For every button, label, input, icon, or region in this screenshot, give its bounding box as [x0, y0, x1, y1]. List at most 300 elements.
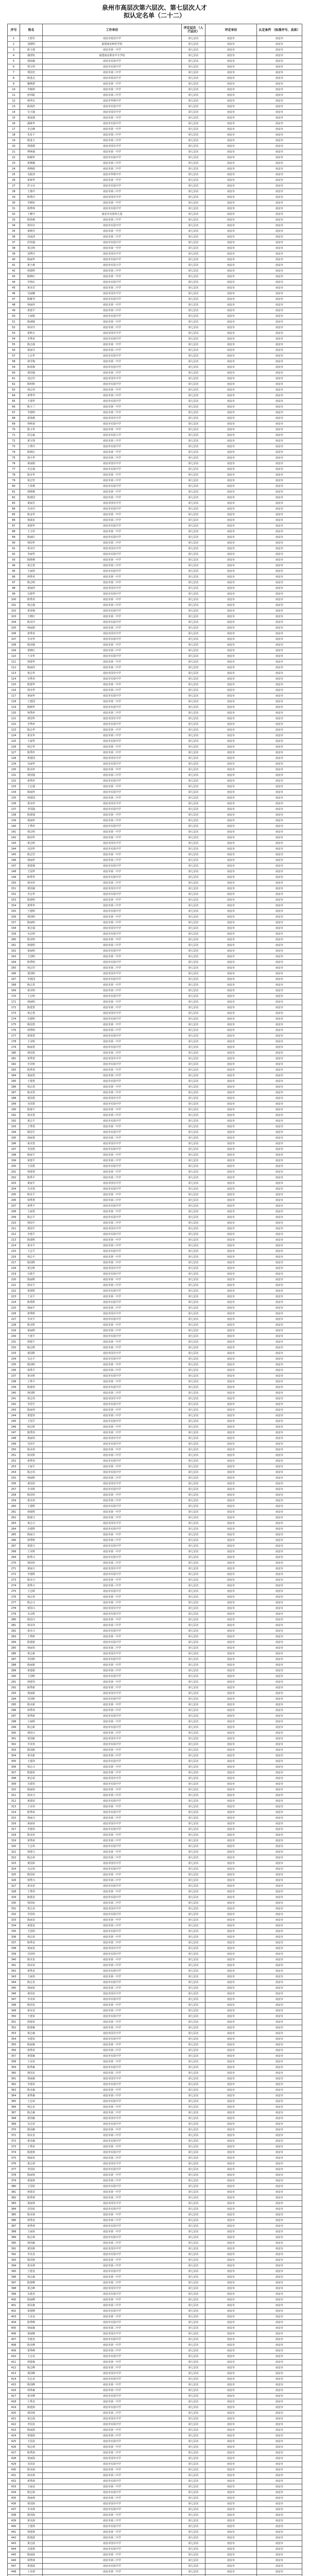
cell-name: 陈美龙 [20, 1957, 43, 1963]
cell-work-unit: 南安市第一中学 [43, 2314, 182, 2320]
cell-seq: 52 [8, 325, 20, 331]
table-row [8, 1657, 302, 1663]
cell-rating-unit: 南安市 [205, 285, 257, 291]
cell-rating-unit: 南安市 [205, 2564, 257, 2569]
cell-name: 林建华 [20, 659, 43, 665]
cell-name: 陈建勇 [20, 1005, 43, 1011]
cell-rating-unit: 南安市 [205, 444, 257, 450]
cell-level: 第七层次 [182, 2433, 205, 2439]
cell-level: 第七层次 [182, 1782, 205, 1787]
cell-condition: 南安市 [257, 750, 302, 756]
cell-seq: 203 [8, 1181, 20, 1187]
cell-seq: 288 [8, 1663, 20, 1668]
cell-condition: 南安市 [257, 1923, 302, 1929]
cell-name: 陈志坚 [20, 852, 43, 858]
cell-work-unit: 南安市国专中学 [43, 1906, 182, 1912]
cell-level: 第七层次 [182, 523, 205, 529]
cell-rating-unit: 南安市 [205, 580, 257, 586]
table-row [8, 1544, 302, 1549]
table-row [8, 501, 302, 506]
table-row [8, 331, 302, 336]
cell-name: 林少华 [20, 455, 43, 461]
cell-condition: 南安市 [257, 1804, 302, 1810]
cell-level: 第七层次 [182, 1838, 205, 1844]
cell-seq: 35 [8, 229, 20, 234]
cell-name: 黄美荣 [20, 1884, 43, 1889]
cell-condition: 南安市 [257, 2331, 302, 2337]
cell-seq: 276 [8, 1595, 20, 1600]
table-row [8, 1476, 302, 1481]
cell-name: 林美兴 [20, 1793, 43, 1799]
cell-condition: 南安市 [257, 1895, 302, 1901]
cell-seq: 74 [8, 450, 20, 455]
cell-level: 第七层次 [182, 1391, 205, 1396]
cell-condition: 南安市 [257, 484, 302, 489]
cell-seq: 294 [8, 1697, 20, 1702]
cell-work-unit: 南安市实验中学 [43, 931, 182, 937]
cell-name: 黄国峰 [20, 2371, 43, 2377]
cell-condition: 南安市 [257, 2286, 302, 2292]
cell-rating-unit: 南安市 [205, 1090, 257, 1096]
cell-name: 陈秀明 [20, 960, 43, 965]
cell-rating-unit: 南安市 [205, 1419, 257, 1425]
table-row [8, 1674, 302, 1680]
cell-condition: 南安市 [257, 1283, 302, 1289]
cell-seq: 28 [8, 189, 20, 195]
cell-work-unit: 南安市第二中学 [43, 1050, 182, 1056]
cell-seq: 392 [8, 2252, 20, 2258]
cell-rating-unit: 南安市 [205, 886, 257, 892]
table-row [8, 1606, 302, 1612]
cell-work-unit: 南安市第三中学 [43, 2133, 182, 2139]
cell-condition: 南安市 [257, 2071, 302, 2076]
cell-rating-unit: 南安市 [205, 365, 257, 370]
cell-work-unit: 南安市第一中学 [43, 1067, 182, 1073]
cell-work-unit: 南安市第一中学 [43, 2229, 182, 2235]
cell-seq: 32 [8, 212, 20, 217]
cell-name: 黄志海 [20, 2416, 43, 2422]
cell-name: 陈志辉 [20, 1345, 43, 1351]
cell-level: 第七层次 [182, 2241, 205, 2246]
cell-rating-unit: 南安市 [205, 1759, 257, 1765]
cell-level: 第七层次 [182, 1022, 205, 1028]
table-row [8, 1062, 302, 1067]
table-row [8, 1742, 302, 1748]
table-row [8, 954, 302, 960]
cell-seq: 182 [8, 1062, 20, 1067]
table-row [8, 1181, 302, 1187]
table-row [8, 2558, 302, 2564]
cell-rating-unit: 南安市 [205, 637, 257, 642]
cell-name: 洪伟强 [20, 240, 43, 246]
cell-rating-unit: 南安市 [205, 2433, 257, 2439]
cell-work-unit: 南安市实验中学 [43, 1555, 182, 1561]
cell-name: 苏丽清 [20, 234, 43, 240]
cell-level: 第七层次 [182, 2195, 205, 2201]
table-row [8, 2184, 302, 2190]
cell-work-unit: 南安市第一中学 [43, 1617, 182, 1623]
table-row [8, 1266, 302, 1272]
cell-level: 第七层次 [182, 285, 205, 291]
table-row [8, 1997, 302, 2003]
cell-condition: 南安市 [257, 1328, 302, 1334]
table-row [8, 523, 302, 529]
cell-seq: 77 [8, 467, 20, 472]
cell-level: 第七层次 [182, 399, 205, 404]
cell-name: 戴燕群 [20, 81, 43, 87]
cell-seq: 66 [8, 404, 20, 410]
cell-rating-unit: 南安市 [205, 710, 257, 716]
cell-level: 第七层次 [182, 648, 205, 654]
cell-condition: 南安市 [257, 2173, 302, 2178]
cell-name: 王美辉 [20, 1549, 43, 1555]
cell-name: 林佳仪 [20, 223, 43, 229]
cell-work-unit: 南安市第二中学 [43, 2496, 182, 2501]
cell-level: 第七层次 [182, 1742, 205, 1748]
cell-seq: 68 [8, 416, 20, 421]
cell-level: 第七层次 [182, 359, 205, 365]
cell-condition: 南安市 [257, 1736, 302, 1742]
cell-condition: 南安市 [257, 1187, 302, 1192]
cell-work-unit: 南安市第一中学 [43, 450, 182, 455]
cell-condition: 南安市 [257, 914, 302, 920]
table-row [8, 727, 302, 733]
cell-level: 第七层次 [182, 909, 205, 914]
cell-rating-unit: 南安市 [205, 1833, 257, 1838]
cell-name: 林志强 [20, 603, 43, 608]
cell-condition: 南安市 [257, 410, 302, 416]
cell-condition: 南安市 [257, 1901, 302, 1906]
cell-work-unit: 南安市实验中学 [43, 2269, 182, 2275]
cell-condition: 南安市 [257, 614, 302, 620]
cell-work-unit: 南安市实验中学 [43, 807, 182, 812]
table-row [8, 784, 302, 790]
cell-seq: 443 [8, 2541, 20, 2547]
cell-work-unit: 南安市实验中学 [43, 569, 182, 574]
table-row [8, 863, 302, 869]
table-row [8, 693, 302, 699]
cell-work-unit: 南安市第二中学 [43, 2156, 182, 2161]
cell-name: 李国伟 [20, 1912, 43, 1918]
cell-work-unit: 南安市实验中学 [43, 314, 182, 319]
cell-level: 第七层次 [182, 87, 205, 93]
cell-seq: 93 [8, 557, 20, 563]
cell-condition: 南安市 [257, 1765, 302, 1770]
table-row [8, 1929, 302, 1935]
cell-seq: 112 [8, 665, 20, 671]
cell-rating-unit: 南安市 [205, 1742, 257, 1748]
cell-work-unit: 南安市实验中学 [43, 1079, 182, 1084]
cell-name: 黄丽勇 [20, 1073, 43, 1079]
cell-condition: 南安市 [257, 2360, 302, 2365]
table-row [8, 138, 302, 144]
cell-rating-unit: 南安市 [205, 2020, 257, 2025]
cell-condition: 南安市 [257, 1770, 302, 1776]
cell-seq: 411 [8, 2360, 20, 2365]
cell-work-unit: 南安市第三中学 [43, 1368, 182, 1374]
cell-level: 第七层次 [182, 1107, 205, 1113]
cell-rating-unit: 南安市 [205, 2292, 257, 2297]
cell-condition: 南安市 [257, 546, 302, 552]
cell-rating-unit: 南安市 [205, 1674, 257, 1680]
cell-name: 陈丽林 [20, 2173, 43, 2178]
table-row [8, 1391, 302, 1396]
cell-condition: 南安市 [257, 1799, 302, 1804]
cell-rating-unit: 南安市 [205, 1957, 257, 1963]
cell-level: 第七层次 [182, 1816, 205, 1821]
cell-rating-unit: 南安市 [205, 1804, 257, 1810]
cell-rating-unit: 南安市 [205, 2484, 257, 2490]
cell-seq: 164 [8, 960, 20, 965]
cell-level: 第七层次 [182, 914, 205, 920]
cell-level: 第七层次 [182, 1283, 205, 1289]
cell-name: 吴国平 [20, 1442, 43, 1447]
cell-seq: 76 [8, 461, 20, 467]
cell-seq: 243 [8, 1408, 20, 1413]
cell-level: 第七层次 [182, 886, 205, 892]
cell-rating-unit: 南安市 [205, 234, 257, 240]
cell-seq: 257 [8, 1487, 20, 1493]
cell-seq: 236 [8, 1368, 20, 1374]
cell-seq: 224 [8, 1300, 20, 1306]
cell-seq: 46 [8, 291, 20, 297]
cell-seq: 427 [8, 2450, 20, 2456]
table-row [8, 2190, 302, 2195]
cell-level: 第七层次 [182, 1940, 205, 1946]
cell-name: 陈建兴 [20, 1515, 43, 1521]
table-row [8, 336, 302, 342]
cell-work-unit: 南安市第二中学 [43, 795, 182, 801]
table-row [8, 1532, 302, 1538]
cell-rating-unit: 南安市 [205, 2388, 257, 2394]
table-row [8, 1170, 302, 1175]
cell-name: 黄国华 [20, 716, 43, 722]
cell-seq: 85 [8, 512, 20, 518]
cell-condition: 南安市 [257, 2382, 302, 2388]
cell-rating-unit: 南安市 [205, 2212, 257, 2218]
cell-level: 第七层次 [182, 937, 205, 943]
table-row [8, 2343, 302, 2348]
cell-seq: 376 [8, 2161, 20, 2167]
cell-seq: 282 [8, 1629, 20, 1634]
cell-rating-unit: 南安市 [205, 2241, 257, 2246]
cell-level: 第七层次 [182, 1986, 205, 1991]
cell-name: 吴建荣 [20, 2037, 43, 2042]
table-row [8, 178, 302, 183]
cell-seq: 438 [8, 2513, 20, 2518]
cell-condition: 南安市 [257, 1209, 302, 1215]
cell-seq: 353 [8, 2031, 20, 2037]
cell-condition: 南安市 [257, 1345, 302, 1351]
cell-rating-unit: 南安市 [205, 642, 257, 648]
cell-seq: 381 [8, 2190, 20, 2195]
cell-level: 第七层次 [182, 2116, 205, 2122]
cell-work-unit: 南安市第一中学 [43, 614, 182, 620]
table-row [8, 999, 302, 1005]
cell-name: 黄建荣 [20, 1799, 43, 1804]
table-row [8, 790, 302, 795]
cell-level: 第七层次 [182, 699, 205, 705]
cell-condition: 南安市 [257, 1402, 302, 1408]
table-row [8, 1833, 302, 1838]
cell-rating-unit: 南安市 [205, 274, 257, 280]
cell-condition: 南安市 [257, 1957, 302, 1963]
cell-name: 吴玉瑜 [20, 110, 43, 115]
cell-level: 第七层次 [182, 1566, 205, 1572]
cell-condition: 南安市 [257, 886, 302, 892]
table-row [8, 489, 302, 495]
cell-seq: 163 [8, 954, 20, 960]
cell-level: 第七层次 [182, 1833, 205, 1838]
cell-seq: 306 [8, 1765, 20, 1770]
cell-rating-unit: 南安市 [205, 965, 257, 971]
cell-rating-unit: 南安市 [205, 2008, 257, 2014]
cell-rating-unit: 南安市 [205, 2014, 257, 2020]
cell-level: 第七层次 [182, 1453, 205, 1459]
cell-work-unit: 南安市第二中学 [43, 1770, 182, 1776]
cell-work-unit: 南安市第一中学 [43, 2467, 182, 2473]
cell-level: 第七层次 [182, 778, 205, 784]
cell-work-unit: 南安市国专中学 [43, 1096, 182, 1101]
cell-condition: 南安市 [257, 331, 302, 336]
cell-rating-unit: 南安市 [205, 914, 257, 920]
cell-seq: 349 [8, 2008, 20, 2014]
cell-name: 林丽林 [20, 2496, 43, 2501]
cell-rating-unit: 南安市 [205, 1141, 257, 1147]
cell-seq: 250 [8, 1447, 20, 1453]
cell-condition: 南安市 [257, 1935, 302, 1940]
table-row [8, 2348, 302, 2354]
cell-condition: 南安市 [257, 81, 302, 87]
cell-name: 林秀荣 [20, 2048, 43, 2054]
cell-name: 黄国新 [20, 1736, 43, 1742]
cell-level: 第七层次 [182, 229, 205, 234]
cell-condition: 南安市 [257, 2371, 302, 2377]
cell-rating-unit: 南安市 [205, 1011, 257, 1016]
table-row [8, 1130, 302, 1136]
cell-name: 陈国森 [20, 2127, 43, 2133]
cell-level: 第七层次 [182, 2269, 205, 2275]
cell-work-unit: 南安市第一中学 [43, 472, 182, 478]
cell-seq: 120 [8, 710, 20, 716]
cell-work-unit: 南安市国专中学 [43, 2371, 182, 2377]
cell-rating-unit: 南安市 [205, 1629, 257, 1634]
cell-condition: 南安市 [257, 2224, 302, 2229]
cell-level: 第七层次 [182, 1634, 205, 1640]
cell-work-unit: 南安市实验中学 [43, 2037, 182, 2042]
cell-level: 第七层次 [182, 2110, 205, 2116]
cell-name: 王美伟 [20, 1804, 43, 1810]
cell-name: 陈建森 [20, 2025, 43, 2031]
cell-rating-unit: 南安市 [205, 2382, 257, 2388]
cell-name: 陈志伟 [20, 1470, 43, 1476]
cell-name: 黄秀森 [20, 2093, 43, 2099]
cell-condition: 南安市 [257, 47, 302, 53]
cell-level: 第七层次 [182, 98, 205, 104]
cell-name: 黄国荣 [20, 1861, 43, 1867]
cell-rating-unit: 南安市 [205, 1249, 257, 1255]
cell-name: 黄丽海 [20, 2456, 43, 2462]
cell-seq: 201 [8, 1170, 20, 1175]
cell-condition: 南安市 [257, 1589, 302, 1595]
cell-seq: 212 [8, 1232, 20, 1238]
table-row [8, 1583, 302, 1589]
cell-seq: 215 [8, 1249, 20, 1255]
cell-seq: 192 [8, 1118, 20, 1124]
table-row [8, 580, 302, 586]
cell-condition: 南安市 [257, 2127, 302, 2133]
cell-level: 第七层次 [182, 1232, 205, 1238]
cell-level: 第七层次 [182, 954, 205, 960]
cell-condition: 南安市 [257, 535, 302, 540]
table-row [8, 1260, 302, 1266]
cell-name: 黄建新 [20, 1668, 43, 1674]
cell-seq: 75 [8, 455, 20, 461]
cell-seq: 448 [8, 2569, 20, 2575]
cell-condition: 南安市 [257, 835, 302, 841]
cell-seq: 275 [8, 1589, 20, 1595]
cell-work-unit: 南安市第三中学 [43, 348, 182, 353]
cell-rating-unit: 南安市 [205, 484, 257, 489]
cell-rating-unit: 南安市 [205, 47, 257, 53]
cell-name: 黄国海 [20, 2501, 43, 2507]
cell-seq: 326 [8, 1878, 20, 1884]
cell-name: 李国龙 [20, 2422, 43, 2428]
cell-seq: 202 [8, 1175, 20, 1181]
cell-level: 第七层次 [182, 2473, 205, 2479]
cell-condition: 南安市 [257, 597, 302, 603]
cell-name: 黄建龙 [20, 1923, 43, 1929]
cell-seq: 397 [8, 2280, 20, 2286]
cell-rating-unit: 南安市 [205, 2473, 257, 2479]
cell-seq: 132 [8, 778, 20, 784]
cell-rating-unit: 南安市 [205, 1198, 257, 1204]
cell-rating-unit: 南安市 [205, 948, 257, 954]
cell-name: 陈美伟 [20, 1447, 43, 1453]
cell-level: 第七层次 [182, 2496, 205, 2501]
cell-name: 黄美玲 [20, 546, 43, 552]
cell-level: 第七层次 [182, 1113, 205, 1118]
cell-condition: 南安市 [257, 212, 302, 217]
cell-level: 第七层次 [182, 2246, 205, 2252]
table-row [8, 280, 302, 285]
table-row [8, 1379, 302, 1385]
cell-rating-unit: 南安市 [205, 2501, 257, 2507]
cell-name: 李美明 [20, 1062, 43, 1067]
table-row [8, 2241, 302, 2246]
cell-condition: 南安市 [257, 1527, 302, 1532]
cell-rating-unit: 南安市 [205, 2071, 257, 2076]
cell-seq: 332 [8, 1912, 20, 1918]
cell-level: 第七层次 [182, 1130, 205, 1136]
cell-rating-unit: 南安市 [205, 1521, 257, 1527]
table-row [8, 1759, 302, 1765]
cell-level: 第七层次 [182, 506, 205, 512]
cell-name: 吴国辉 [20, 1697, 43, 1702]
cell-rating-unit: 南安市 [205, 1793, 257, 1799]
cell-condition: 南安市 [257, 2467, 302, 2473]
cell-level: 第七层次 [182, 1827, 205, 1833]
cell-condition: 南安市 [257, 1963, 302, 1969]
cell-seq: 389 [8, 2235, 20, 2241]
cell-rating-unit: 南安市 [205, 1413, 257, 1419]
cell-work-unit: 南安市实验中学 [43, 960, 182, 965]
cell-condition: 南安市 [257, 2088, 302, 2093]
cell-seq: 184 [8, 1073, 20, 1079]
cell-seq: 292 [8, 1685, 20, 1691]
cell-name: 郑国光 [20, 70, 43, 76]
cell-condition: 南安市 [257, 1272, 302, 1277]
